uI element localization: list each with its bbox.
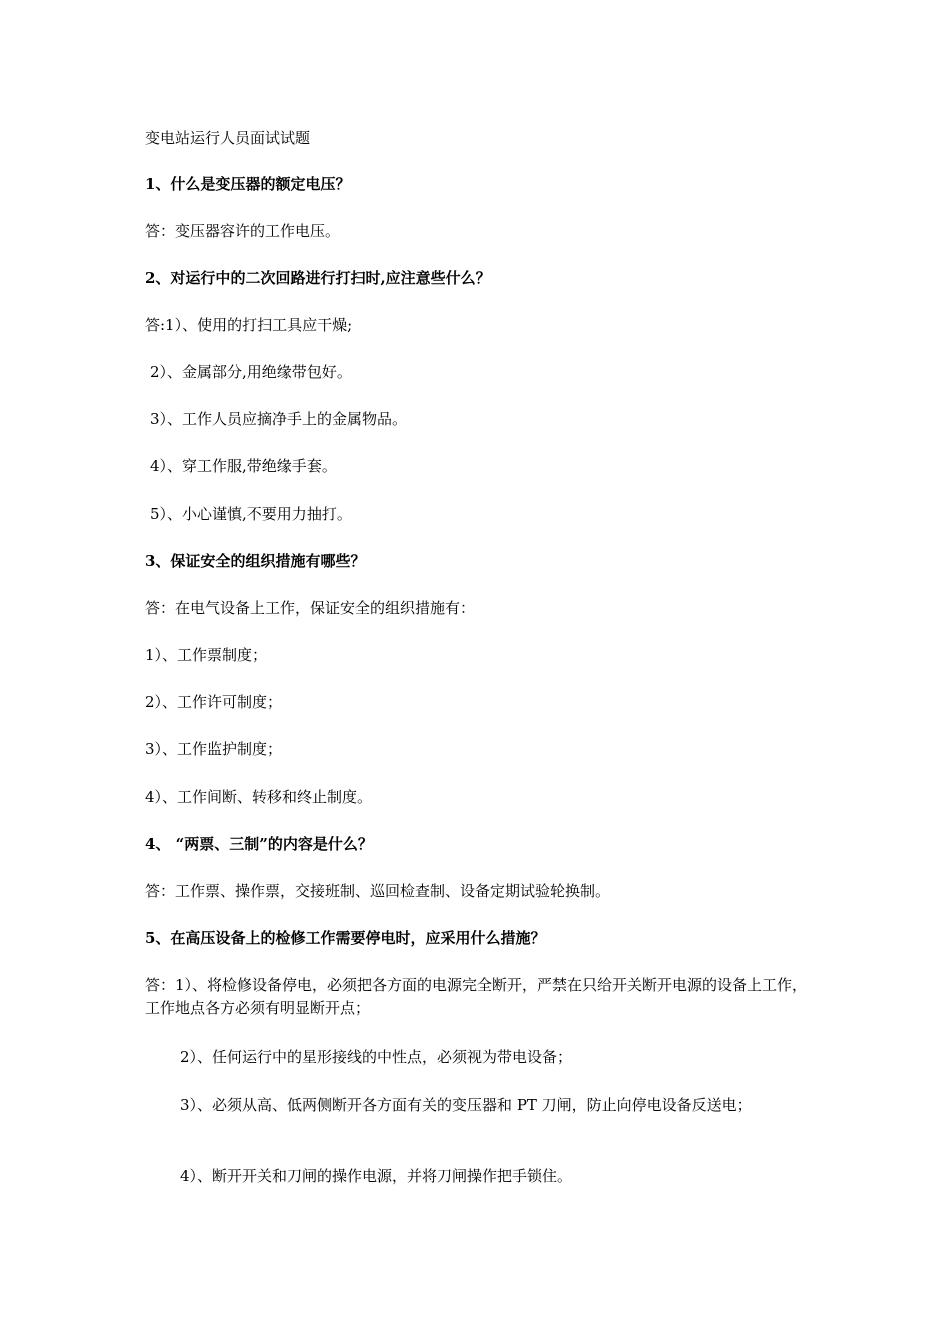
answer-3-item-1: 1）、工作票制度； <box>145 646 268 664</box>
answer-2-item-4: 4）、穿工作服,带绝缘手套。 <box>150 457 337 475</box>
question-4: 4、 “两票、三制”的内容是什么？ <box>145 835 373 853</box>
question-3: 3、保证安全的组织措施有哪些？ <box>145 552 366 570</box>
answer-5-item-4: 4）、断开开关和刀闸的操作电源，并将刀闸操作把手锁住。 <box>180 1167 573 1185</box>
answer-2-item-5: 5）、小心谨慎,不要用力抽打。 <box>150 505 352 523</box>
answer-3-item-3: 3）、工作监护制度； <box>145 740 283 758</box>
answer-5-item-3: 3）、必须从高、低两侧断开各方面有关的变压器和 PT 刀闸，防止向停电设备反送电； <box>180 1096 752 1114</box>
answer-2-item-3: 3）、工作人员应摘净手上的金属物品。 <box>150 410 408 428</box>
question-2: 2、对运行中的二次回路进行打扫时,应注意些什么？ <box>145 269 491 287</box>
question-1: 1、什么是变压器的额定电压？ <box>145 175 351 193</box>
answer-2-item-1: 答:1）、使用的打扫工具应干燥; <box>145 316 353 334</box>
document-title: 变电站运行人员面试试题 <box>145 129 311 147</box>
answer-5-item-2: 2）、任何运行中的星形接线的中性点，必须视为带电设备； <box>180 1048 573 1066</box>
answer-3-item-4: 4）、工作间断、转移和终止制度。 <box>145 788 373 806</box>
answer-4: 答：工作票、操作票，交接班制、巡回检查制、设备定期试验轮换制。 <box>145 882 611 900</box>
answer-1: 答：变压器容许的工作电压。 <box>145 222 341 240</box>
answer-2-item-2: 2）、金属部分,用绝缘带包好。 <box>150 363 352 381</box>
answer-3-item-2: 2）、工作许可制度； <box>145 693 283 711</box>
answer-3-intro: 答：在电气设备上工作，保证安全的组织措施有： <box>145 599 476 617</box>
question-5: 5、在高压设备上的检修工作需要停电时，应采用什么措施？ <box>145 929 546 947</box>
answer-5-item-1: 答：1）、将检修设备停电，必须把各方面的电源完全断开，严禁在只给开关断开电源的设备上工作，工作地点各方必须有明显断开点； <box>145 976 808 1017</box>
